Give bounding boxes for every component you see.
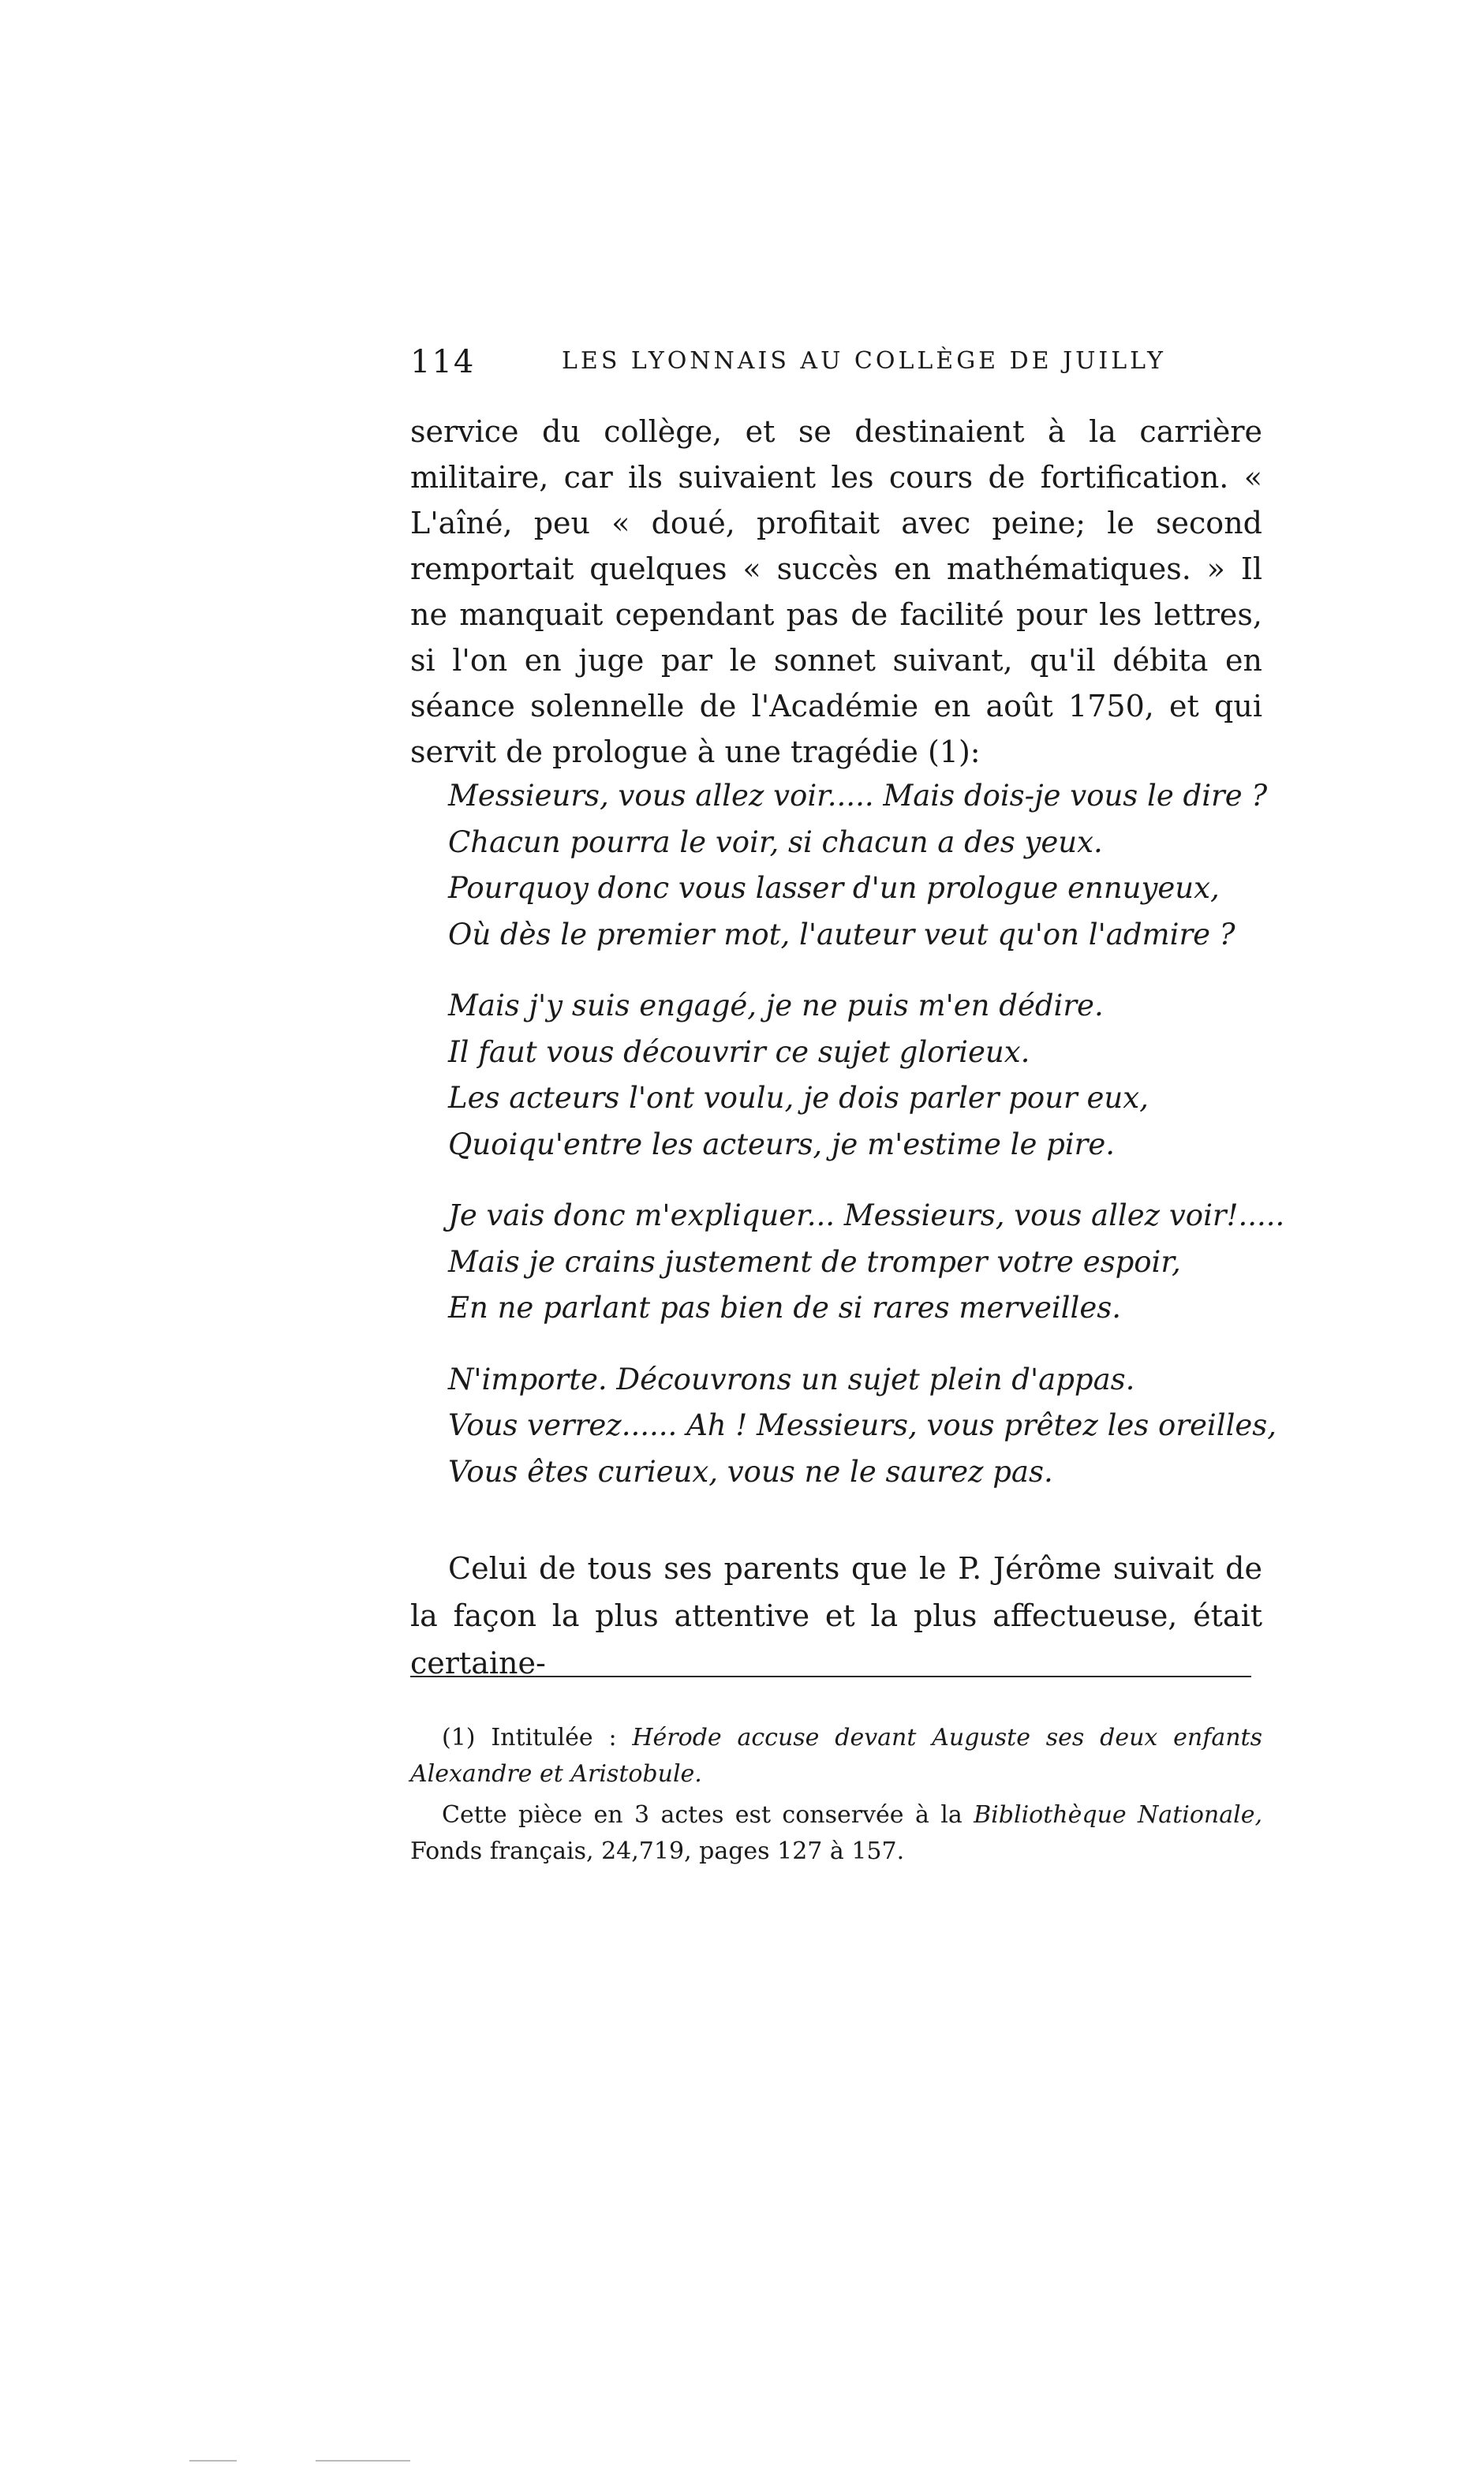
verse: Où dès le premier mot, l'auteur veut qu'on l'admire ? [448, 917, 1235, 951]
page-header [410, 344, 1262, 407]
footnote-2 [410, 1797, 1262, 1870]
verse: Quoiqu'entre les acteurs, je m'estime le pire. [448, 1127, 1116, 1161]
verse: Pourquoy donc vous lasser d'un prologue ennuyeux, [448, 871, 1220, 905]
verse: Mais j'y suis engagé, je ne puis m'en dédire. [448, 989, 1104, 1022]
sonnet [448, 773, 1285, 1495]
closing-paragraph: Celui de tous ses parents que le P. Jérôme suivait de la façon la plus attentive et la plus affectueuse, était certaine- [410, 1551, 1262, 1680]
page-number: 114 [410, 344, 476, 380]
footnote-1 [410, 1720, 1262, 1793]
verse: Vous verrez...... Ah ! Messieurs, vous prêtez les oreilles, [448, 1408, 1277, 1442]
scan-marks [189, 2460, 426, 2462]
verse: Mais je crains justement de tromper votre espoir, [448, 1244, 1181, 1279]
verse: N'importe. Découvrons un sujet plein d'appas. [448, 1362, 1135, 1396]
verse: En ne parlant pas bien de si rares merveilles. [448, 1291, 1121, 1325]
running-title: LES LYONNAIS AU COLLÈGE DE JUILLY [562, 347, 1166, 375]
closing-text [410, 1545, 1262, 1687]
stanza-3 [448, 1193, 1285, 1332]
verse: Il faut vous découvrir ce sujet glorieux. [448, 1034, 1030, 1069]
verse: Les acteurs l'ont voulu, je dois parler pour eux, [448, 1081, 1149, 1115]
footnote-1-title: Hérode accuse devant Auguste ses deux enfants Alexandre et Aristobule. [410, 1724, 1263, 1788]
scan-mark [316, 2460, 410, 2462]
stanza-1 [448, 773, 1269, 958]
opening-paragraph: service du collège, et se destinaient à la carrière militaire, car ils suivaient les cours de fortification. « L'aîné, peu « doué, profitait avec peine; le second remportait quelques « succès en mathématiques. » Il ne manquait cependant pas de facilité pour les lettres, si l'on en juge par le sonnet suivant, qu'il débita en séance solennelle de l'Académie en août 1750, et qui servit de prologue à une tragédie (1): [410, 414, 1262, 769]
footnote-2-library: Bibliothèque Nationale, [974, 1801, 1262, 1829]
footnote-divider [410, 1676, 1251, 1677]
stanza-4 [448, 1357, 1277, 1496]
verse: Je vais donc m'expliquer... Messieurs, vous allez voir!..... [448, 1198, 1285, 1232]
footnote-2-suffix: Fonds français, 24,719, pages 127 à 157. [410, 1837, 905, 1865]
footnote-1-prefix: (1) Intitulée : [442, 1724, 633, 1751]
stanza-2 [448, 983, 1269, 1168]
footnote-2-prefix: Cette pièce en 3 actes est conservée à la [442, 1801, 974, 1829]
verse: Vous êtes curieux, vous ne le saurez pas. [448, 1454, 1053, 1489]
verse: Messieurs, vous allez voir..... Mais dois-je vous le dire ? [448, 779, 1268, 813]
footnotes [410, 1720, 1262, 1875]
main-text [410, 409, 1262, 775]
verse: Chacun pourra le voir, si chacun a des yeux. [448, 824, 1103, 859]
scan-mark [189, 2460, 237, 2462]
